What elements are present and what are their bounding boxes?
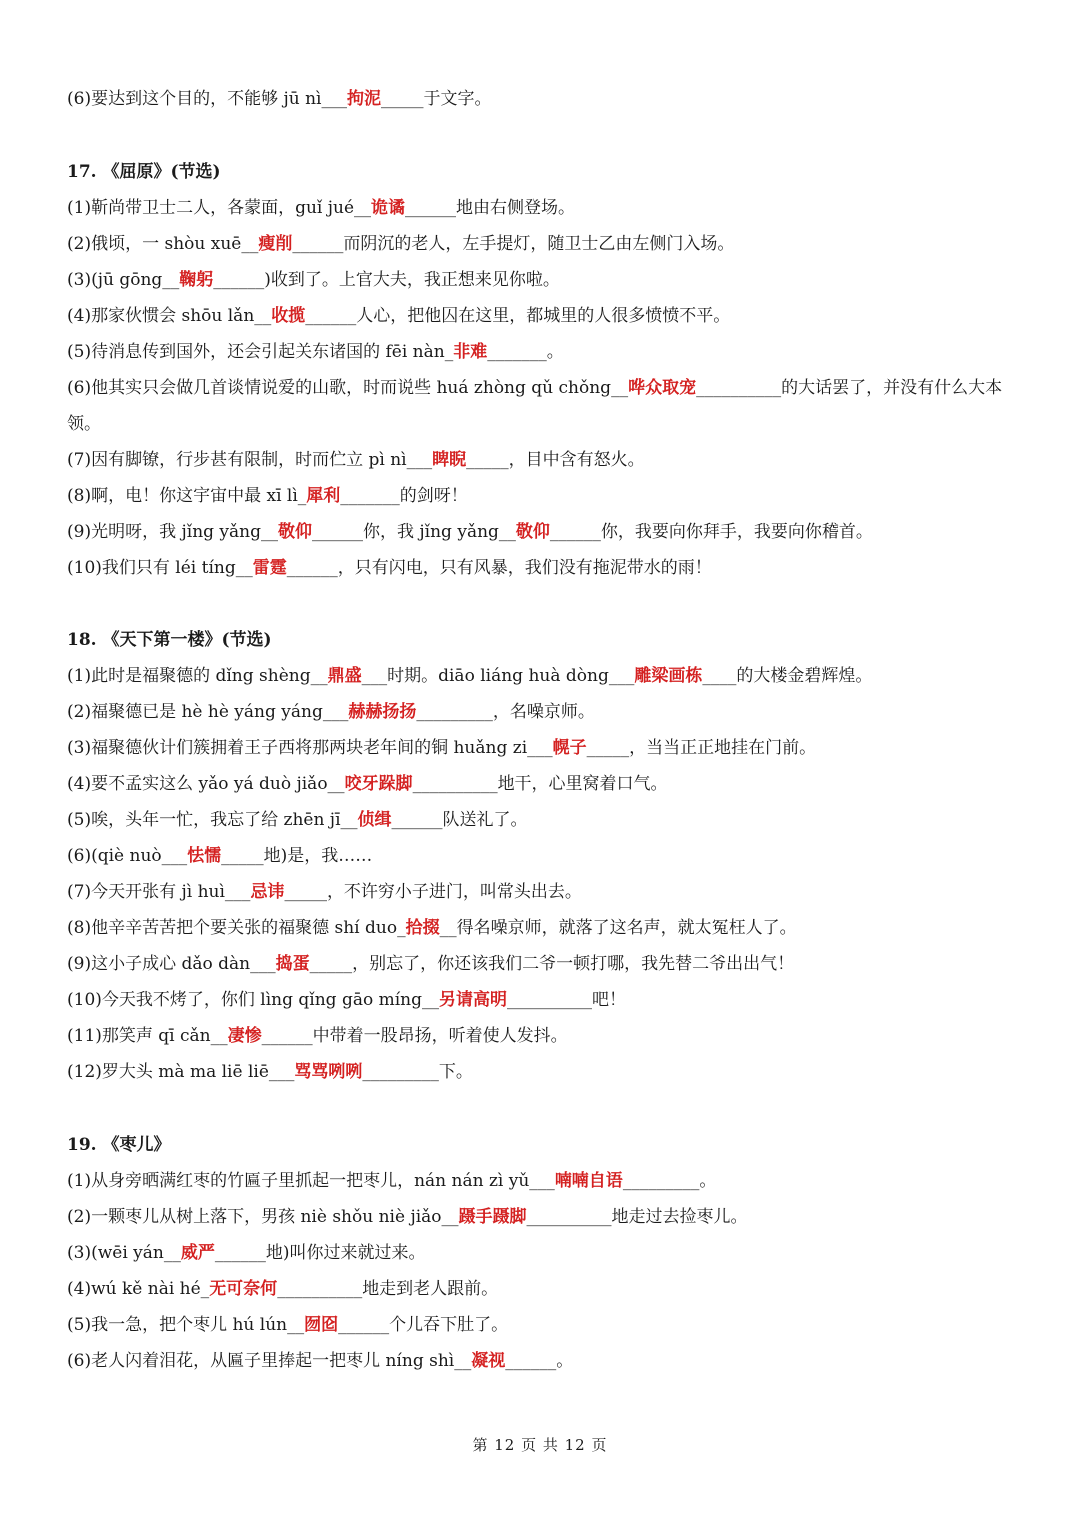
item-text: (2)一颗枣儿从树上落下，男孩 niè shǒu niè jiǎo__ [67,1207,459,1227]
exercise-item [67,946,1027,982]
item-text: (8)他辛辛苦苦把个要关张的福聚德 shí duo_ [67,918,406,938]
answer-text: 威严 [180,1243,215,1263]
item-text: (6)要达到这个目的，不能够 jū nì___ [67,89,347,109]
item-text: ____的大楼金碧辉煌。 [702,666,873,686]
item-text: (2)福聚德已是 hè hè yáng yáng___ [67,702,349,722]
exercise-item [67,226,1027,262]
exercise-item [67,334,1027,370]
item-text: (12)罗大头 mà ma liē liē___ [67,1062,295,1082]
item-text: __________地走过去捡枣儿。 [526,1207,748,1227]
exercise-item [67,802,1027,838]
answer-text: 敬仰 [515,522,550,542]
exercise-item [67,1271,1027,1307]
item-text: ______你，我要向你拜手，我要向你稽首。 [549,522,873,542]
exercise-item [67,982,1027,1018]
answer-text: 另请高明 [439,990,508,1010]
answer-text: 雕梁画栋 [634,666,703,686]
item-text: _____，别忘了，你还该我们二爷一顿打哪，我先替二爷出出气！ [309,954,795,974]
item-text: _____地)是，我…… [221,846,373,866]
answer-text: 敬仰 [278,522,312,542]
section-16-tail [67,81,1027,117]
item-text: (4)wú kě nài hé_ [67,1279,210,1299]
item-text: (3)(wēi yán__ [67,1243,181,1263]
item-text: _____，不许穷小子进门，叫常头出去。 [284,882,582,902]
item-text: (6)他其实只会做几首谈情说爱的山歌，时而说些 huá zhòng qǔ chǒng__ [67,378,629,398]
exercise-item [67,1018,1027,1054]
item-text: _____于文字。 [381,89,492,109]
section-18 [67,622,1027,1090]
item-text: (5)唉，头年一忙，我忘了给 zhēn jī__ [67,810,358,830]
item-text: ______地由右侧登场。 [405,198,576,218]
item-text: (6)(qiè nuò___ [67,846,188,866]
item-text: __________地走到老人跟前。 [277,1279,499,1299]
item-text: _______。 [487,342,564,362]
item-text: (9)这小子成心 dǎo dàn___ [67,954,276,974]
item-text: (1)从身旁晒满红枣的竹匾子里抓起一把枣儿，nán nán zì yǔ___ [67,1171,555,1191]
answer-text: 蹑手蹑脚 [458,1207,527,1227]
item-text: (3)福聚德伙计们簇拥着王子西将那两块老年间的铜 huǎng zi___ [67,738,553,758]
answer-text: 鼎盛 [327,666,362,686]
item-text: ______你，我 jǐng yǎng__ [312,522,516,542]
exercise-item [67,1163,1027,1199]
section-17 [67,154,1027,586]
exercise-item [67,1199,1027,1235]
item-text: (3)(jū gōng__ [67,270,180,290]
exercise-item [67,442,1027,478]
item-text: _________，名噪京师。 [416,702,595,722]
item-text: _____，目中含有怒火。 [466,450,645,470]
item-text: __________的大话罢了，并没有什么大本领。 [67,378,1003,434]
answer-text: 非难 [453,342,488,362]
item-text: _________下。 [362,1062,473,1082]
item-text: __________地干，心里窝着口气。 [412,774,668,794]
exercise-item [67,514,1027,550]
item-text: ______地)叫你过来就过来。 [214,1243,426,1263]
answer-text: 怯懦 [187,846,222,866]
answer-text: 无可奈何 [209,1279,278,1299]
item-text: ______个儿吞下肚了。 [338,1315,509,1335]
exercise-item [67,298,1027,334]
answer-text: 囫囵 [304,1315,339,1335]
page-footer: 第 12 页 共 12 页 [472,1436,608,1454]
answer-text: 侦缉 [357,810,392,830]
item-text: (1)靳尚带卫士二人，各蒙面，guǐ jué__ [67,198,372,218]
section-title: 17. 《屈原》(节选) [67,162,221,182]
exercise-item [67,550,1027,586]
answer-text: 赫赫扬扬 [348,702,417,722]
answer-text: 雷霆 [252,558,287,578]
item-text: ______人心，把他囚在这里，都城里的人很多愤愤不平。 [305,306,731,326]
answer-text: 犀利 [306,486,341,506]
item-text: (4)要不孟实这么 yǎo yá duò jiǎo__ [67,774,345,794]
item-text: (10)我们只有 léi tíng__ [67,558,253,578]
item-text: (5)待消息传到国外，还会引起关东诸国的 fēi nàn_ [67,342,454,362]
answer-text: 收揽 [271,306,306,326]
answer-text: 鞠躬 [179,270,214,290]
section-19 [67,1127,1027,1379]
item-text: (7)今天开张有 jì huì___ [67,882,251,902]
item-text: (5)我一急，把个枣儿 hú lún__ [67,1315,305,1335]
item-text: (1)此时是福聚德的 dǐng shèng__ [67,666,328,686]
answer-text: 瘦削 [258,234,293,254]
item-text: (2)俄顷，一 shòu xuē__ [67,234,259,254]
exercise-item [67,1307,1027,1343]
exercise-item [67,838,1027,874]
exercise-item [67,766,1027,802]
item-text: (7)因有脚镣，行步甚有限制，时而伫立 pì nì___ [67,450,433,470]
exercise-item [67,658,1027,694]
exercise-item [67,478,1027,514]
answer-text: 咬牙跺脚 [344,774,413,794]
exercise-item [67,910,1027,946]
item-text: ______队送礼了。 [391,810,528,830]
answer-text: 睥睨 [432,450,467,470]
exercise-item [67,1054,1027,1090]
answer-text: 哗众取宠 [628,378,697,398]
exercise-item [67,262,1027,298]
item-text: ______)收到了。上官大夫，我正想来见你啦。 [213,270,560,290]
item-text: ______而阴沉的老人，左手提灯，随卫士乙由左侧门入场。 [292,234,735,254]
item-text: __得名噪京师，就落了这名声，就太冤枉人了。 [439,918,797,938]
answer-text: 拾掇 [405,918,440,938]
exercise-item [67,190,1027,226]
answer-text: 捣蛋 [275,954,310,974]
answer-text: 忌讳 [250,882,285,902]
exercise-item [67,1343,1027,1379]
item-text: ______，只有闪电，只有风暴，我们没有拖泥带水的雨！ [286,558,712,578]
item-text: _____，当当正正地挂在门前。 [586,738,817,758]
item-text: (6)老人闪着泪花，从匾子里捧起一把枣儿 níng shì__ [67,1351,472,1371]
exercise-item [67,370,1027,442]
item-text: __________吧！ [507,990,627,1010]
answer-text: 诡谲 [371,198,406,218]
exercise-item [67,1235,1027,1271]
exercise-item [67,694,1027,730]
item-text: (9)光明呀，我 jǐng yǎng__ [67,522,278,542]
section-title: 19. 《枣儿》 [67,1135,171,1155]
answer-text: 幌子 [552,738,587,758]
exercise-item [67,730,1027,766]
item-text: ______。 [505,1351,574,1371]
section-title: 18. 《天下第一楼》(节选) [67,630,272,650]
answer-text: 骂骂咧咧 [294,1062,363,1082]
exercise-item [67,81,1027,117]
item-text: (4)那家伙惯会 shōu lǎn__ [67,306,272,326]
item-text: (10)今天我不烤了，你们 lìng qǐng gāo míng__ [67,990,440,1010]
exercise-item [67,874,1027,910]
item-text: ______中带着一股昂扬，听着使人发抖。 [261,1026,568,1046]
item-text: _______的剑呀！ [340,486,468,506]
item-text: ___时期。diāo liáng huà dòng___ [361,666,635,686]
item-text: (11)那笑声 qī cǎn__ [67,1026,228,1046]
answer-text: 拘泥 [347,89,381,109]
answer-text: 凄惨 [227,1026,262,1046]
answer-text: 凝视 [471,1351,506,1371]
item-text: _________。 [622,1171,717,1191]
answer-text: 喃喃自语 [554,1171,623,1191]
item-text: (8)啊，电！你这宇宙中最 xī lì_ [67,486,307,506]
